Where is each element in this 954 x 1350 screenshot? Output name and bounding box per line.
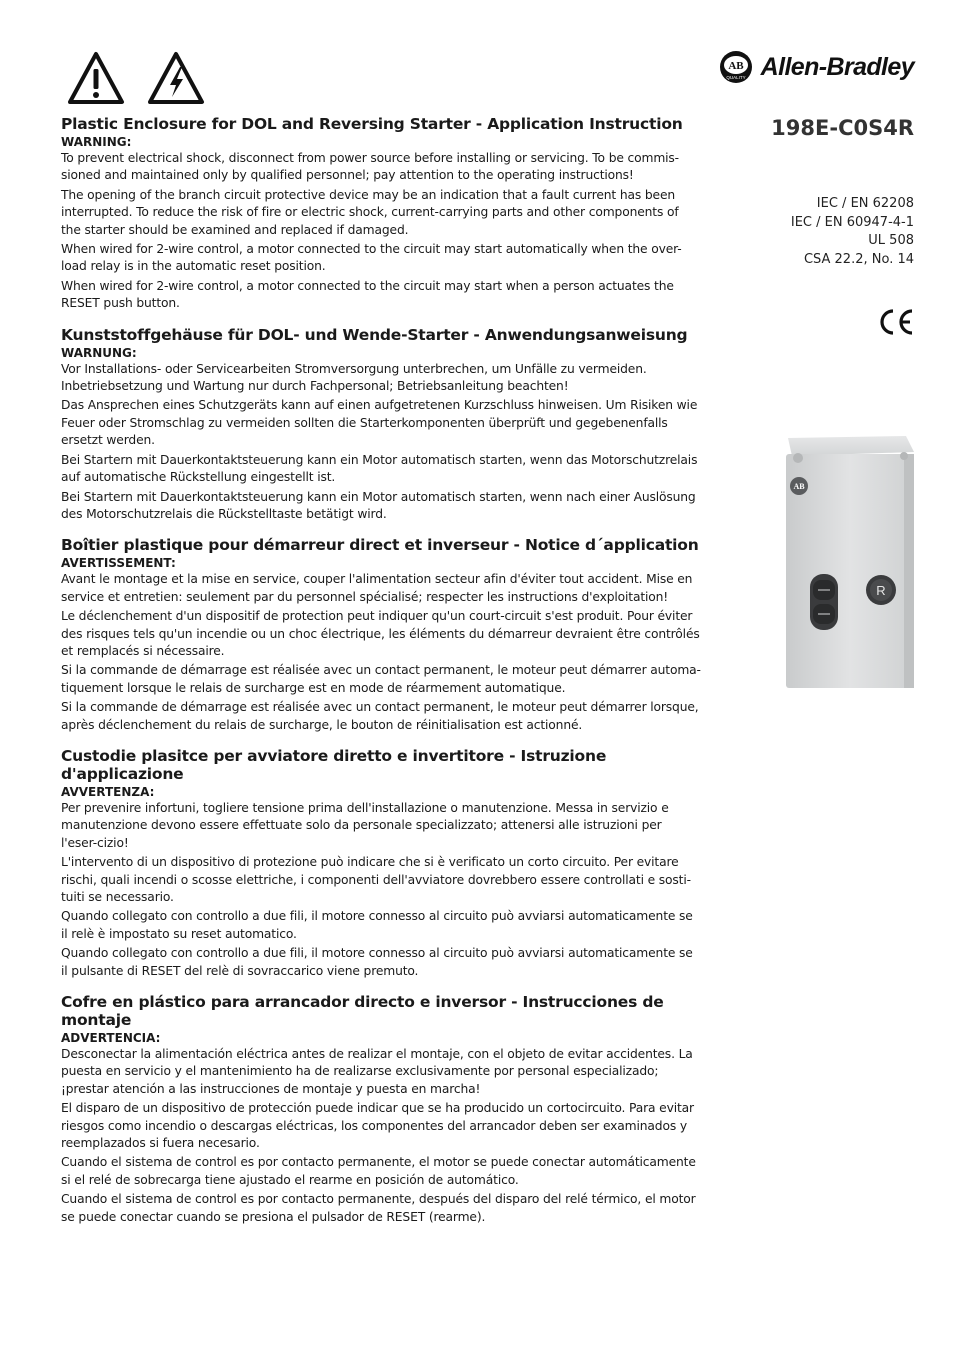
- product-code: 198E-C0S4R: [771, 116, 914, 140]
- section-title: Plastic Enclosure for DOL and Reversing Starter - Application Instruction: [61, 115, 683, 133]
- paragraph: El disparo de un dispositivo de protección puede indicar que se ha producido un cortocircuito. Para evitar riesgos como incendio o descargas eléctricas, los componentes del arrancador deben ser examinados y reemplazados si fuera necesario.: [61, 1101, 694, 1151]
- warning-label: WARNUNG:: [61, 345, 137, 360]
- paragraph: Quando collegato con controllo a due fili, il motore connesso al circuito può avviarsi automaticamente se il relè è impostato su reset automatico.: [61, 909, 693, 941]
- section-title: Cofre en plástico para arrancador directo e inversor - Instrucciones de montaje: [61, 993, 664, 1030]
- paragraph: Bei Startern mit Dauerkontaktsteuerung kann ein Motor automatisch starten, wenn nach einer Auslösung des Motorschutzrelais die Rückstelltaste betätigt wird.: [61, 489, 696, 521]
- warning-label: AVVERTENZA:: [61, 784, 155, 799]
- paragraph: Vor Installations- oder Servicearbeiten Stromversorgung unterbrechen, um Unfälle zu vermeiden. Inbetriebsetzung und Wartung nur durch Fachpersonal; Betriebsanleitung beachten!: [61, 361, 647, 394]
- warning-icons: [66, 50, 206, 106]
- section-german: [61, 326, 701, 524]
- paragraph: Desconectar la alimentación eléctrica antes de realizar el montaje, con el objeto de evitar accidentes. La puesta en servicio y el mantenimiento ha de realizarse exclusivamente por personal especializado; ¡prestar atención a las instrucciones de montaje y puesta en marcha!: [61, 1047, 693, 1096]
- ce-mark-icon: [876, 307, 914, 337]
- ab-logo-text: AB: [728, 60, 744, 72]
- paragraph: Avant le montage et la mise en service, couper l'alimentation secteur afin d'éviter tout accident. Mise en service et entretien: seulement par du personnel spécialisé; respecter les instructions d'exploitation!: [61, 572, 693, 604]
- paragraph: Le déclenchement d'un dispositif de protection peut indiquer qu'un court-circuit s'est produit. Pour éviter des risques tels qu'un incendie ou un choc électrique, les éléments du démarreur devraient être contrôlés et remplacés si nécessaire.: [61, 609, 700, 658]
- paragraph: L'intervento di un dispositivo di protezione può indicare che si è verificato un corto circuito. Per evitare rischi, quali incendi o scosse elettriche, i componenti dell'avviatore dovrebbero essere controllati e sosti-tuiti se necessario.: [61, 855, 691, 904]
- section-title: Custodie plasitce per avviatore diretto e invertitore - Istruzione d'applicazione: [61, 746, 607, 783]
- standard-item: CSA 22.2, No. 14: [803, 251, 914, 267]
- brand-header: [719, 50, 914, 84]
- section-english: [61, 115, 701, 313]
- section-italian: [61, 747, 701, 980]
- reset-button-label: R: [876, 583, 886, 598]
- paragraph: Cuando el sistema de control es por contacto permanente, después del disparo del relé térmico, el motor se puede conectar cuando se presiona el pulsador de RESET (rearme).: [61, 1192, 696, 1224]
- paragraph: Das Ansprechen eines Schutzgeräts kann auf einen aufgetretenen Kurzschluss hinweisen. Um Risiken wie Feuer oder Stromschlag zu vermeiden sollten die Starterkomponenten überprüft und gegebenenfalls ersetzt werden.: [61, 398, 698, 448]
- enclosure-logo-text: AB: [793, 482, 805, 491]
- standards-list: [791, 195, 914, 269]
- warning-label: AVERTISSEMENT:: [61, 556, 176, 571]
- warning-label: ADVERTENCIA:: [61, 1031, 161, 1046]
- paragraph: When wired for 2-wire control, a motor connected to the circuit may start automatically when the over-load relay is in the automatic reset position.: [61, 242, 682, 274]
- product-enclosure-image: [782, 432, 918, 692]
- ab-logo-subtext: QUALITY: [726, 75, 746, 80]
- section-spanish: [61, 993, 701, 1226]
- brand-name: Allen-Bradley: [760, 52, 914, 81]
- instruction-content: [61, 115, 701, 1239]
- standard-item: IEC / EN 60947-4-1: [790, 214, 914, 230]
- standard-item: IEC / EN 62208: [816, 196, 914, 211]
- paragraph: Si la commande de démarrage est réalisée avec un contact permanent, le moteur peut démarrer automa-tiquement lorsque le relais de surcharge est en mode de réarmement automatique.: [61, 663, 701, 695]
- paragraph: Per prevenire infortuni, togliere tensione prima dell'installazione o manutenzione. Messa in servizio e manutenzione devono essere effettuate solo da personale specializzato; attenersi alle istruzioni per l'eser-cizio!: [61, 800, 669, 850]
- general-warning-icon: [66, 50, 126, 106]
- paragraph: To prevent electrical shock, disconnect from power source before installing or servicing. To be commis-sioned and maintained only by qualified personnel; pay attention to the operating instructions!: [61, 151, 679, 183]
- paragraph: Bei Startern mit Dauerkontaktsteuerung kann ein Motor automatisch starten, wenn das Motorschutzrelais auf automatische Rückstellung eingestellt ist.: [61, 452, 698, 485]
- paragraph: Cuando el sistema de control es por contacto permanente, el motor se puede conectar automáticamente si el relé de sobrecarga tiene ajustado el rearme en posición de automático.: [61, 1155, 696, 1187]
- paragraph: The opening of the branch circuit protective device may be an indication that a fault current has been interrupted. To reduce the risk of fire or electric shock, current-carrying parts and other components of the starter should be examined and replaced if damaged.: [61, 187, 679, 237]
- section-title: Boîtier plastique pour démarreur direct et inverseur - Notice d´application: [61, 536, 699, 555]
- electric-hazard-icon: [146, 50, 206, 106]
- paragraph: Quando collegato con controllo a due fili, il motore connesso al circuito può avviarsi automaticamente se il pulsante di RESET del relè di sovraccarico viene premuto.: [61, 946, 693, 978]
- standard-item: UL 508: [868, 233, 914, 248]
- warning-label: WARNING:: [61, 135, 132, 149]
- paragraph: When wired for 2-wire control, a motor connected to the circuit may start when a person actuates the RESET push button.: [61, 278, 674, 311]
- section-french: [61, 536, 701, 734]
- ab-logo-icon: [719, 50, 753, 84]
- section-title: Kunststoffgehäuse für DOL- und Wende-Starter - Anwendungsanweisung: [61, 325, 688, 344]
- paragraph: Si la commande de démarrage est réalisée avec un contact permanent, le moteur peut démarrer lorsque, après déclenchement du relais de surcharge, le bouton de réinitialisation est actionné.: [61, 700, 699, 732]
